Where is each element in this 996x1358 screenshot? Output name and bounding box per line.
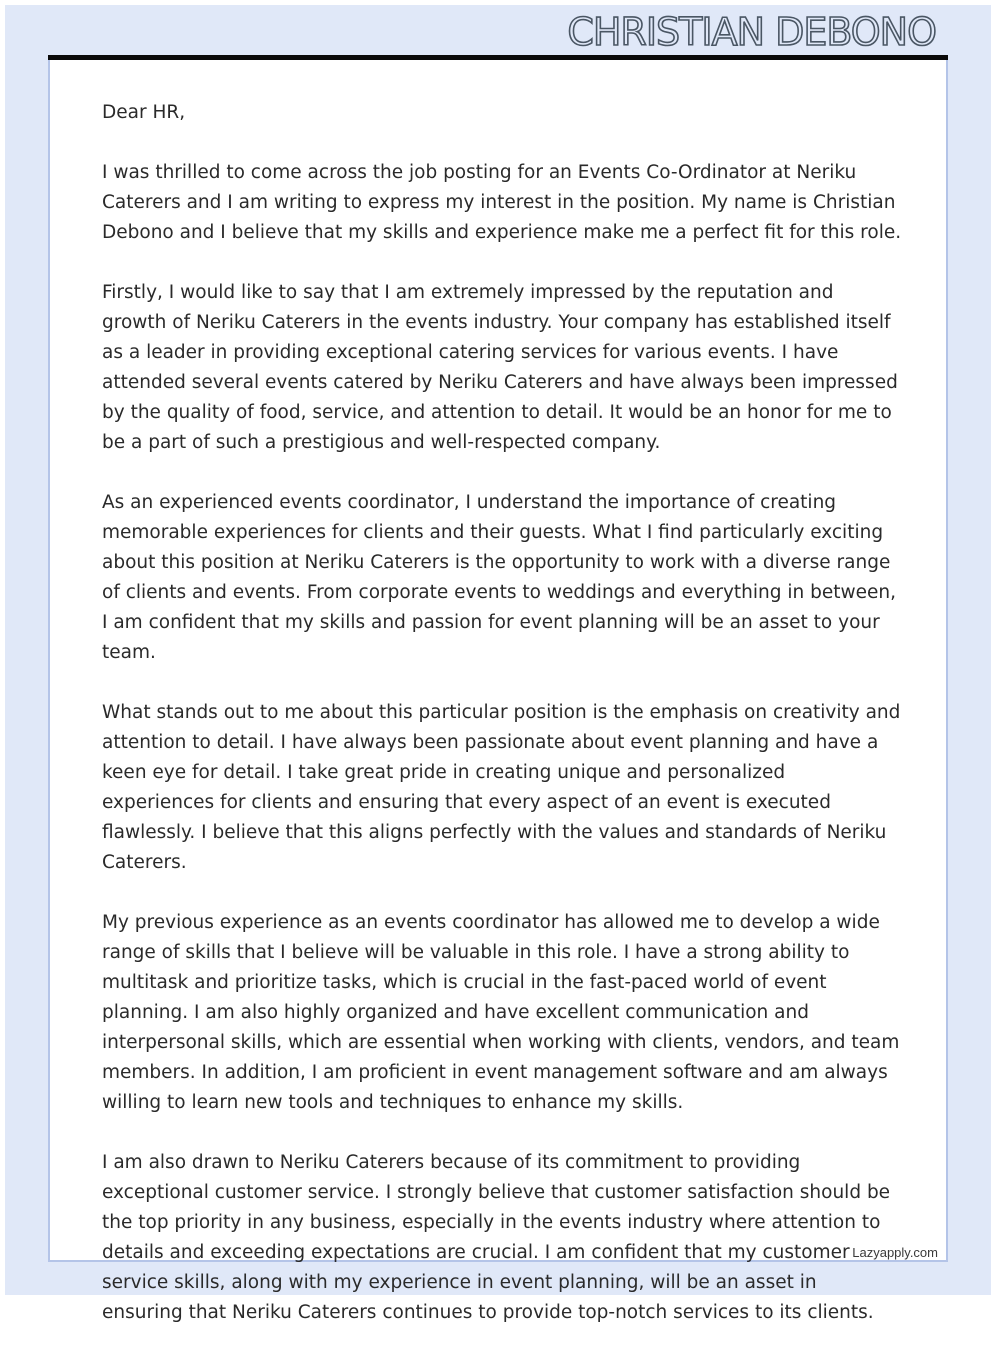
letter-salutation: Dear HR, — [102, 102, 186, 123]
letter-paragraph: Firstly, I would like to say that I am extremely impressed by the reputation and growth of Neriku Caterers in the events industry. Your company has established itself as a leader in providing exceptional catering services for various events. I have attended several events catered by Neriku Caterers and have always been impressed by the quality of food, service, and attention to detail. It would be an honor for me to be a part of such a prestigious and well-respected company. — [102, 282, 898, 453]
applicant-name-heading: CHRISTIAN DEBONO — [567, 10, 936, 54]
letter-paragraph: As an experienced events coordinator, I understand the importance of creating memorable experiences for clients and their guests. What I find particularly exciting about this position at Neriku Caterers is the opportunity to work with a diverse range of clients and events. From corporate events to weddings and everything in between, I am confident that my skills and passion for event planning will be an asset to your team. — [102, 492, 896, 663]
letter-paragraph: What stands out to me about this particular position is the emphasis on creativity and attention to detail. I have always been passionate about event planning and have a keen eye for detail. I take great pride in creating unique and personalized experiences for clients and ensuring that every aspect of an event is executed flawlessly. I believe that this aligns perfectly with the values and standards of Neriku Caterers. — [102, 702, 901, 873]
watermark-text: Lazyapply.com — [852, 1245, 938, 1260]
letter-paragraph: I am also drawn to Neriku Caterers because of its commitment to providing exceptional customer service. I strongly believe that customer satisfaction should be the top priority in any business, especially in the events industry where attention to details and exceeding expectations are crucial. I am confident that my customer service skills, along with my experience in event planning, will be an asset in ensuring that Neriku Caterers continues to provide top-notch services to its clients. — [102, 1152, 891, 1323]
letter-page — [48, 60, 948, 1323]
letter-paragraph: I was thrilled to come across the job posting for an Events Co-Ordinator at Neriku Caterers and I am writing to express my interest in the position. My name is Christian Debono and I believe that my skills and experience make me a perfect fit for this role. — [102, 162, 902, 243]
cover-letter-body — [102, 98, 902, 1358]
letter-paragraph: My previous experience as an events coordinator has allowed me to develop a wide range of skills that I believe will be valuable in this role. I have a strong ability to multitask and prioritize tasks, which is crucial in the fast-paced world of event planning. I am also highly organized and have excellent communication and interpersonal skills, which are essential when working with clients, vendors, and team members. In addition, I am proficient in event management software and am always willing to learn new tools and techniques to enhance my skills. — [102, 912, 900, 1113]
